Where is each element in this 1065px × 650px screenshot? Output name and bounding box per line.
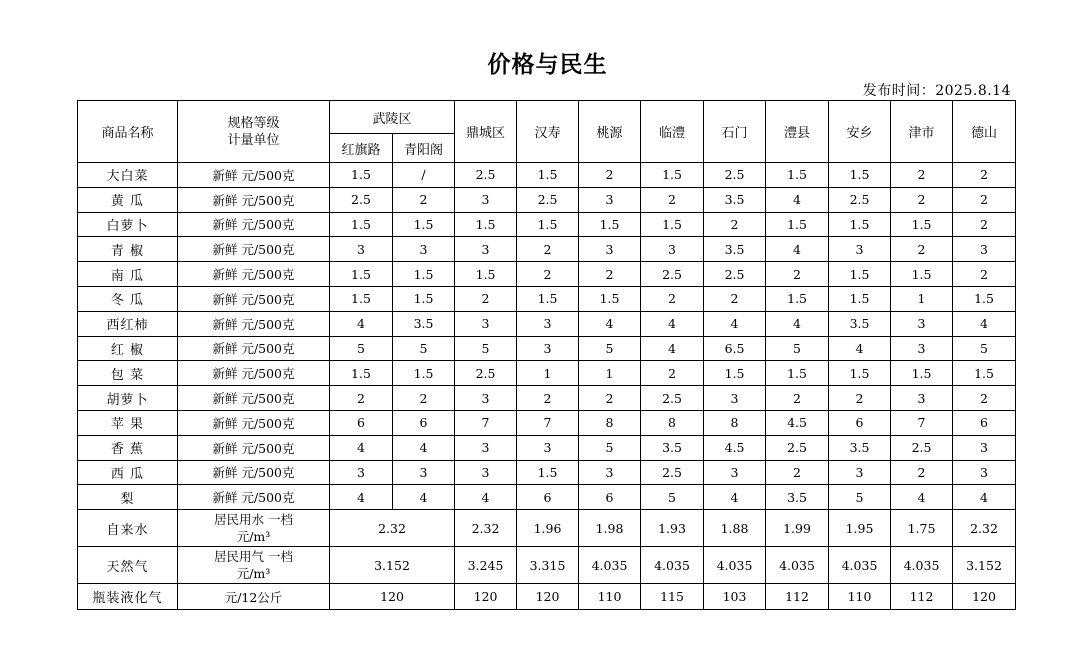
price-cell: 3 <box>517 336 579 361</box>
price-cell: 2 <box>766 386 829 411</box>
price-cell: 6 <box>579 485 641 510</box>
price-cell: 2 <box>766 262 829 287</box>
price-cell: 1.5 <box>829 361 891 386</box>
price-cell: 3 <box>953 460 1016 485</box>
header-spec-line2: 计量单位 <box>227 132 280 148</box>
header-region: 德山 <box>953 101 1016 163</box>
price-cell: 4.035 <box>579 547 641 584</box>
product-spec: 新鲜 元/500克 <box>178 262 330 287</box>
price-cell: 1.5 <box>455 262 517 287</box>
price-cell: 4 <box>766 237 829 262</box>
price-cell: 2 <box>953 386 1016 411</box>
price-cell: 2.5 <box>641 262 704 287</box>
price-cell: 2.32 <box>455 510 517 547</box>
utility-spec: 元/12公斤 <box>178 584 330 610</box>
price-cell: 5 <box>579 336 641 361</box>
price-cell: 4 <box>829 336 891 361</box>
price-cell: 2.5 <box>641 460 704 485</box>
utility-spec-line1: 居民用水 一档 <box>214 512 293 528</box>
price-cell: 3.5 <box>704 187 766 212</box>
price-cell: 1.5 <box>330 163 393 188</box>
price-cell: 3 <box>330 237 393 262</box>
price-cell: 2.5 <box>766 435 829 460</box>
header-wuling-qingyangge: 青阳阁 <box>393 134 455 163</box>
price-cell: 2 <box>579 163 641 188</box>
price-cell: 2 <box>455 286 517 311</box>
table-row <box>78 311 1016 336</box>
price-cell: 1.5 <box>641 212 704 237</box>
price-cell: 6 <box>953 410 1016 435</box>
product-spec: 新鲜 元/500克 <box>178 237 330 262</box>
price-cell: 4.035 <box>641 547 704 584</box>
price-cell: 1.5 <box>393 361 455 386</box>
price-cell: 1.5 <box>829 212 891 237</box>
price-cell: 1.5 <box>517 212 579 237</box>
product-name: 黄 瓜 <box>78 187 178 212</box>
product-spec: 新鲜 元/500克 <box>178 286 330 311</box>
price-cell: 3 <box>393 237 455 262</box>
price-table <box>77 100 1016 610</box>
price-cell: 5 <box>393 336 455 361</box>
price-cell: 2 <box>517 386 579 411</box>
price-cell: 6 <box>517 485 579 510</box>
price-cell: 7 <box>517 410 579 435</box>
utility-spec <box>178 547 330 584</box>
utility-spec-line2: 元/m³ <box>236 529 271 545</box>
price-cell: 4 <box>766 311 829 336</box>
price-cell: 6 <box>829 410 891 435</box>
price-cell: 4 <box>393 435 455 460</box>
product-spec: 新鲜 元/500克 <box>178 410 330 435</box>
product-spec: 新鲜 元/500克 <box>178 336 330 361</box>
price-cell: 2.5 <box>455 361 517 386</box>
header-region: 石门 <box>704 101 766 163</box>
price-cell: 1.98 <box>579 510 641 547</box>
price-cell: 3 <box>579 460 641 485</box>
price-cell: 8 <box>641 410 704 435</box>
header-region: 澧县 <box>766 101 829 163</box>
price-cell: 3 <box>455 386 517 411</box>
price-cell: 2 <box>704 212 766 237</box>
product-name: 梨 <box>78 485 178 510</box>
product-name: 西红柿 <box>78 311 178 336</box>
price-cell: 1.5 <box>891 361 953 386</box>
header-region: 鼎城区 <box>455 101 517 163</box>
header-region: 汉寿 <box>517 101 579 163</box>
price-cell: 2 <box>641 187 704 212</box>
price-cell: 5 <box>953 336 1016 361</box>
table-row <box>78 187 1016 212</box>
price-cell: 4 <box>330 311 393 336</box>
price-cell: 2 <box>517 262 579 287</box>
price-cell: 4 <box>641 336 704 361</box>
price-cell: 3 <box>393 460 455 485</box>
price-cell: 103 <box>704 584 766 610</box>
price-cell: 3 <box>953 237 1016 262</box>
header-region: 桃源 <box>579 101 641 163</box>
price-cell: 2.5 <box>704 163 766 188</box>
price-cell: 1.5 <box>330 212 393 237</box>
price-cell: 3.5 <box>829 435 891 460</box>
table-row <box>78 584 1016 610</box>
price-cell: 1.5 <box>517 286 579 311</box>
utility-name: 瓶装液化气 <box>78 584 178 610</box>
header-region: 临澧 <box>641 101 704 163</box>
price-cell: 120 <box>517 584 579 610</box>
price-cell: 2 <box>579 262 641 287</box>
price-cell: 3 <box>455 187 517 212</box>
price-cell: 120 <box>953 584 1016 610</box>
price-cell: 1.5 <box>641 163 704 188</box>
price-cell: 8 <box>579 410 641 435</box>
product-name: 青 椒 <box>78 237 178 262</box>
price-cell: 1.5 <box>704 361 766 386</box>
table-row <box>78 286 1016 311</box>
product-name: 冬 瓜 <box>78 286 178 311</box>
table-row <box>78 435 1016 460</box>
price-cell: 2 <box>641 286 704 311</box>
table-row <box>78 485 1016 510</box>
price-cell: 3 <box>891 311 953 336</box>
price-cell: 2 <box>953 187 1016 212</box>
price-cell: 5 <box>579 435 641 460</box>
price-cell: 1.5 <box>330 286 393 311</box>
product-name: 苹 果 <box>78 410 178 435</box>
price-cell: 3 <box>330 460 393 485</box>
price-cell: / <box>393 163 455 188</box>
price-cell: 4.035 <box>891 547 953 584</box>
price-cell: 3.245 <box>455 547 517 584</box>
price-cell: 2.5 <box>330 187 393 212</box>
price-cell: 1.5 <box>891 212 953 237</box>
utility-name: 自来水 <box>78 510 178 547</box>
price-cell: 1.5 <box>517 163 579 188</box>
publish-date: 发布时间：2025.8.14 <box>862 83 1011 99</box>
price-cell-wuling: 2.32 <box>330 510 455 547</box>
price-cell: 1 <box>579 361 641 386</box>
price-cell: 2 <box>953 212 1016 237</box>
price-cell: 2 <box>953 163 1016 188</box>
price-cell: 115 <box>641 584 704 610</box>
price-cell: 3.315 <box>517 547 579 584</box>
header-spec <box>178 101 330 163</box>
product-spec: 新鲜 元/500克 <box>178 386 330 411</box>
price-cell: 1 <box>891 286 953 311</box>
price-cell: 7 <box>891 410 953 435</box>
price-cell: 1.5 <box>455 212 517 237</box>
price-cell: 1.5 <box>766 286 829 311</box>
price-cell: 4 <box>330 485 393 510</box>
price-cell: 1.75 <box>891 510 953 547</box>
table-row <box>78 361 1016 386</box>
product-name: 胡萝卜 <box>78 386 178 411</box>
price-cell: 3 <box>704 386 766 411</box>
price-cell: 4 <box>455 485 517 510</box>
price-cell: 3 <box>455 237 517 262</box>
product-name: 包 菜 <box>78 361 178 386</box>
price-cell: 4 <box>766 187 829 212</box>
price-cell-wuling: 3.152 <box>330 547 455 584</box>
header-region: 津市 <box>891 101 953 163</box>
price-cell: 1.5 <box>766 163 829 188</box>
price-cell: 1.96 <box>517 510 579 547</box>
utility-name: 天然气 <box>78 547 178 584</box>
price-cell: 2.5 <box>891 435 953 460</box>
product-spec: 新鲜 元/500克 <box>178 311 330 336</box>
price-cell: 112 <box>891 584 953 610</box>
price-cell: 3 <box>891 336 953 361</box>
price-cell: 1.5 <box>393 212 455 237</box>
price-cell: 3 <box>953 435 1016 460</box>
price-cell: 4 <box>891 485 953 510</box>
price-cell: 4.035 <box>766 547 829 584</box>
price-cell: 3 <box>517 435 579 460</box>
price-cell: 3 <box>579 237 641 262</box>
price-cell: 2 <box>829 386 891 411</box>
product-name: 南 瓜 <box>78 262 178 287</box>
price-cell: 2 <box>953 262 1016 287</box>
price-cell: 4.035 <box>829 547 891 584</box>
price-cell: 1.5 <box>953 361 1016 386</box>
product-name: 香 蕉 <box>78 435 178 460</box>
price-cell: 1.5 <box>953 286 1016 311</box>
product-spec: 新鲜 元/500克 <box>178 460 330 485</box>
price-cell: 1.5 <box>579 212 641 237</box>
table-row <box>78 510 1016 547</box>
product-spec: 新鲜 元/500克 <box>178 212 330 237</box>
table-row <box>78 386 1016 411</box>
price-cell: 2 <box>891 187 953 212</box>
price-cell: 3 <box>517 311 579 336</box>
price-cell: 6.5 <box>704 336 766 361</box>
price-cell: 6 <box>393 410 455 435</box>
price-cell: 4.035 <box>704 547 766 584</box>
price-cell: 3.5 <box>829 311 891 336</box>
price-cell: 2 <box>393 386 455 411</box>
price-cell: 1.5 <box>829 163 891 188</box>
price-cell: 4 <box>579 311 641 336</box>
price-cell: 5 <box>766 336 829 361</box>
price-cell: 110 <box>829 584 891 610</box>
product-spec: 新鲜 元/500克 <box>178 163 330 188</box>
price-cell: 3.5 <box>704 237 766 262</box>
price-cell: 4.5 <box>766 410 829 435</box>
price-cell: 1.5 <box>829 262 891 287</box>
table-row <box>78 237 1016 262</box>
price-cell: 8 <box>704 410 766 435</box>
header-wuling: 武陵区 <box>330 101 455 134</box>
price-cell: 2.5 <box>641 386 704 411</box>
price-cell: 3 <box>455 460 517 485</box>
price-cell: 1.99 <box>766 510 829 547</box>
price-cell: 2 <box>766 460 829 485</box>
price-cell: 3 <box>829 460 891 485</box>
price-cell: 3.5 <box>393 311 455 336</box>
product-name: 红 椒 <box>78 336 178 361</box>
price-cell: 4 <box>704 485 766 510</box>
price-cell: 2 <box>393 187 455 212</box>
price-cell: 5 <box>455 336 517 361</box>
price-cell: 2 <box>891 163 953 188</box>
product-spec: 新鲜 元/500克 <box>178 435 330 460</box>
product-name: 大白菜 <box>78 163 178 188</box>
price-cell: 2.5 <box>829 187 891 212</box>
price-cell: 5 <box>330 336 393 361</box>
price-cell: 1.5 <box>766 361 829 386</box>
table-row <box>78 163 1016 188</box>
price-cell: 2.5 <box>455 163 517 188</box>
product-spec: 新鲜 元/500克 <box>178 361 330 386</box>
price-cell: 6 <box>330 410 393 435</box>
price-cell: 1.5 <box>393 262 455 287</box>
price-cell: 3 <box>455 435 517 460</box>
price-cell: 5 <box>641 485 704 510</box>
price-cell: 3 <box>641 237 704 262</box>
product-spec: 新鲜 元/500克 <box>178 187 330 212</box>
price-cell-wuling: 120 <box>330 584 455 610</box>
price-cell: 1.5 <box>330 262 393 287</box>
price-cell: 3.5 <box>766 485 829 510</box>
price-cell: 1.88 <box>704 510 766 547</box>
price-cell: 4 <box>393 485 455 510</box>
price-cell: 1.5 <box>891 262 953 287</box>
price-cell: 4 <box>704 311 766 336</box>
table-header <box>78 101 1016 163</box>
utility-spec-line1: 居民用气 一档 <box>214 549 293 565</box>
table-row <box>78 212 1016 237</box>
price-cell: 4 <box>641 311 704 336</box>
price-cell: 3.5 <box>641 435 704 460</box>
price-cell: 3 <box>891 386 953 411</box>
price-cell: 1 <box>517 361 579 386</box>
price-cell: 1.5 <box>829 286 891 311</box>
header-spec-line1: 规格等级 <box>227 115 280 131</box>
price-cell: 1.5 <box>766 212 829 237</box>
price-cell: 1.95 <box>829 510 891 547</box>
price-cell: 2 <box>891 460 953 485</box>
price-cell: 2 <box>704 286 766 311</box>
page-title: 价格与民生 <box>487 52 608 78</box>
price-cell: 112 <box>766 584 829 610</box>
price-cell: 3 <box>579 187 641 212</box>
price-cell: 4 <box>953 311 1016 336</box>
product-name: 白萝卜 <box>78 212 178 237</box>
table-row <box>78 262 1016 287</box>
price-cell: 1.5 <box>330 361 393 386</box>
price-cell: 120 <box>455 584 517 610</box>
price-cell: 1.5 <box>517 460 579 485</box>
product-name: 西 瓜 <box>78 460 178 485</box>
price-cell: 3 <box>829 237 891 262</box>
price-cell: 1.93 <box>641 510 704 547</box>
price-cell: 3 <box>704 460 766 485</box>
price-cell: 3 <box>455 311 517 336</box>
product-spec: 新鲜 元/500克 <box>178 485 330 510</box>
price-cell: 2.32 <box>953 510 1016 547</box>
table-row <box>78 460 1016 485</box>
price-cell: 1.5 <box>579 286 641 311</box>
price-cell: 4 <box>330 435 393 460</box>
utility-spec-line2: 元/m³ <box>236 566 271 582</box>
price-cell: 2 <box>579 386 641 411</box>
price-cell: 2.5 <box>517 187 579 212</box>
price-cell: 2 <box>330 386 393 411</box>
price-cell: 110 <box>579 584 641 610</box>
price-cell: 7 <box>455 410 517 435</box>
table-body <box>78 163 1016 610</box>
header-product-name: 商品名称 <box>78 101 178 163</box>
price-cell: 4.5 <box>704 435 766 460</box>
price-cell: 2 <box>641 361 704 386</box>
price-cell: 2.5 <box>704 262 766 287</box>
price-cell: 2 <box>891 237 953 262</box>
header-wuling-hongqilu: 红旗路 <box>330 134 393 163</box>
table-row <box>78 336 1016 361</box>
utility-spec <box>178 510 330 547</box>
price-cell: 5 <box>829 485 891 510</box>
price-cell: 1.5 <box>393 286 455 311</box>
price-cell: 4 <box>953 485 1016 510</box>
price-cell: 2 <box>517 237 579 262</box>
table-row <box>78 547 1016 584</box>
table-row <box>78 410 1016 435</box>
header-region: 安乡 <box>829 101 891 163</box>
price-cell: 3.152 <box>953 547 1016 584</box>
